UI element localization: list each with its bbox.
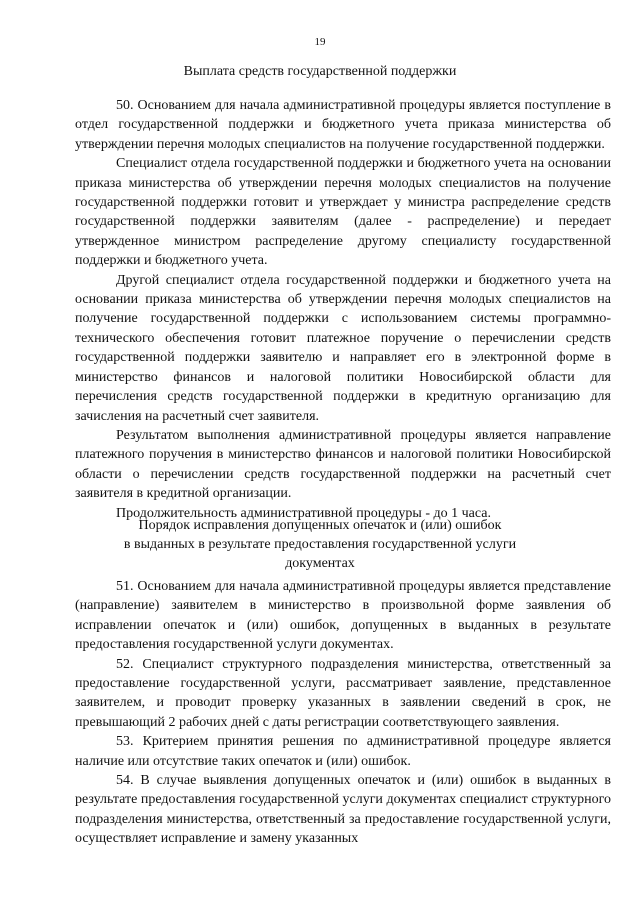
paragraph-result: Результатом выполнения административной процедуры является направление платежного поручения в министерство финансов и налоговой политики Новосибирской области о перечислении средств государственной поддержки на расчетный счет заявителя в кредитной организации. — [75, 427, 611, 502]
paragraph-duration: Продолжительность административной процедуры - до 1 часа. — [116, 505, 491, 521]
paragraph-specialist: Специалист отдела государственной поддержки и бюджетного учета на основании приказа министерства об утверждении перечня молодых специалистов на получение государственной поддержки готовит и утверждает у министра распределение средств государственной поддержки заявителям (далее - распределение) и передает утвержденное министром распределение другому специалисту государственной поддержки и бюджетного учета. — [75, 156, 611, 269]
heading-line: документах — [285, 556, 355, 571]
paragraph-53: 53. Критерием принятия решения по административной процедуре является наличие или отсутствие таких опечаток и (или) ошибок. — [75, 734, 611, 769]
section-heading-payment: Выплата средств государственной поддержки — [183, 64, 457, 79]
paragraph-other-specialist: Другой специалист отдела государственной поддержки и бюджетного учета на основании приказа министерства об утверждении перечня молодых специалистов на получение государственной поддержки с использованием системы программно-технического обеспечения готовит платежное поручение о перечислении средств государственной поддержки заявителю и направляет его в электронной форме в министерство финансов и налоговой политики Новосибирской области для перечисления средств государственной поддержки в кредитную организацию для зачисления на расчетный счет заявителя. — [75, 272, 611, 424]
heading-line: в выданных в результате предоставления государственной услуги — [123, 537, 517, 552]
paragraph-52: 52. Специалист структурного подразделения министерства, ответственный за предоставление государственной услуги, рассматривает заявление, представленное заявителем, и проводит проверку указанных в заявлении сведений в срок, не превышающий 2 рабочих дней с даты регистрации соответствующего заявления. — [75, 656, 611, 730]
paragraph-54: 54. В случае выявления допущенных опечаток и (или) ошибок в выданных в результате предоставления государственной услуги документах специалист структурного подразделения министерства, ответственный за предоставление государственной услуги, осуществляет исправление и замену указанных — [75, 773, 611, 847]
section-heading-corrections — [0, 516, 640, 573]
section-body-corrections — [75, 577, 611, 849]
section-body-payment — [75, 96, 611, 523]
paragraph-51: 51. Основанием для начала административной процедуры является представление (направление) заявителем в министерство в произвольной форме заявления об исправлении опечаток и (или) ошибок, допущенных в выданных в результате предоставления государственной услуги документах. — [75, 579, 611, 653]
page-number: 19 — [314, 36, 326, 48]
paragraph-50: 50. Основанием для начала административной процедуры является поступление в отдел государственной поддержки и бюджетного учета приказа министерства об утверждении перечня молодых специалистов на получение государственной поддержки. — [75, 98, 611, 152]
heading-line: Порядок исправления допущенных опечаток и (или) ошибок — [138, 518, 502, 533]
